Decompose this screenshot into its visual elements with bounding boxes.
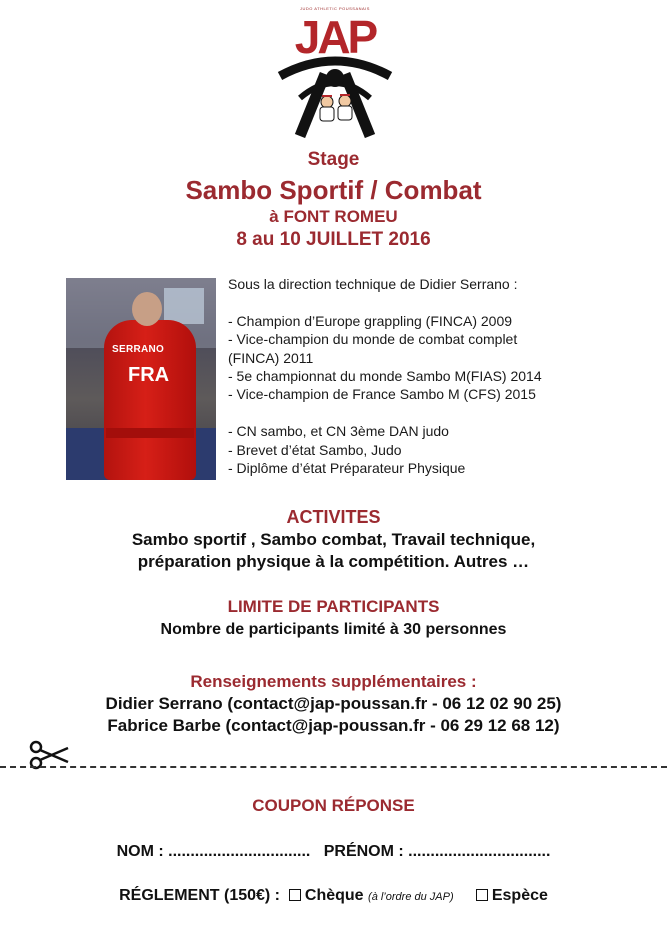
cheque-checkbox[interactable] xyxy=(289,889,301,901)
bio-title: (FINCA) 2011 xyxy=(228,349,314,366)
nom-field[interactable]: NOM : ................................ xyxy=(116,843,311,860)
logo-text: JAP xyxy=(294,11,376,63)
stage-label: Stage xyxy=(307,149,360,170)
contact-line: Fabrice Barbe (contact@jap-poussan.fr - 06 29 12 68 12) xyxy=(107,716,560,735)
coupon-name-row xyxy=(0,843,667,861)
jacket-name: SERRANO xyxy=(112,344,165,355)
cheque-label: Chèque xyxy=(304,887,364,904)
photo-head xyxy=(132,292,162,326)
activities-heading: ACTIVITES xyxy=(286,507,381,527)
limit-text: Nombre de participants limité à 30 personnes xyxy=(160,621,507,638)
photo-window xyxy=(164,288,204,324)
prenom-field[interactable]: PRÉNOM : ................................ xyxy=(323,843,551,860)
logo-tagline: JUDO ATHLETIC POUSSANAIS xyxy=(300,6,370,11)
espece-label: Espèce xyxy=(491,887,548,904)
event-dates: 8 au 10 JUILLET 2016 xyxy=(236,229,431,250)
bio-title: - 5e championnat du monde Sambo M(FIAS) 2014 xyxy=(228,368,542,385)
bio-title: - Champion d’Europe grappling (FINCA) 2009 xyxy=(228,312,513,329)
jap-logo xyxy=(270,6,400,138)
bio-intro: Sous la direction technique de Didier Serrano : xyxy=(228,276,518,292)
bio-diploma: - CN sambo, et CN 3ème DAN judo xyxy=(228,423,449,440)
bio-diploma: - Brevet d’état Sambo, Judo xyxy=(228,441,402,458)
jacket-country: FRA xyxy=(128,364,170,386)
cut-line xyxy=(0,766,667,768)
photo-belt xyxy=(106,428,194,438)
contact-line: Didier Serrano (contact@jap-poussan.fr - 06 12 02 90 25) xyxy=(105,694,562,713)
location: à FONT ROMEU xyxy=(269,207,398,226)
cheque-note: (à l’ordre du JAP) xyxy=(368,891,454,903)
bio-title: - Vice-champion de France Sambo M (CFS) 2015 xyxy=(228,386,536,403)
activities-line: Sambo sportif , Sambo combat, Travail technique, xyxy=(131,530,536,549)
bio-spacer xyxy=(228,293,628,311)
espece-checkbox[interactable] xyxy=(476,889,488,901)
activities-line: préparation physique à la compétition. Autres … xyxy=(137,552,530,571)
info-heading: Renseignements supplémentaires : xyxy=(190,672,477,691)
coupon-payment-row xyxy=(0,887,667,905)
coupon-heading: COUPON RÉPONSE xyxy=(252,796,415,815)
reglement-label: RÉGLEMENT (150€) : xyxy=(119,887,281,904)
limit-heading: LIMITE DE PARTICIPANTS xyxy=(227,597,440,616)
page-title: Sambo Sportif / Combat xyxy=(185,175,482,205)
bio-title: - Vice-champion du monde de combat complet xyxy=(228,331,518,348)
bio-spacer xyxy=(228,404,628,422)
instructor-bio xyxy=(228,275,628,477)
bio-diploma: - Diplôme d’état Préparateur Physique xyxy=(228,460,466,477)
instructor-photo xyxy=(66,278,216,480)
